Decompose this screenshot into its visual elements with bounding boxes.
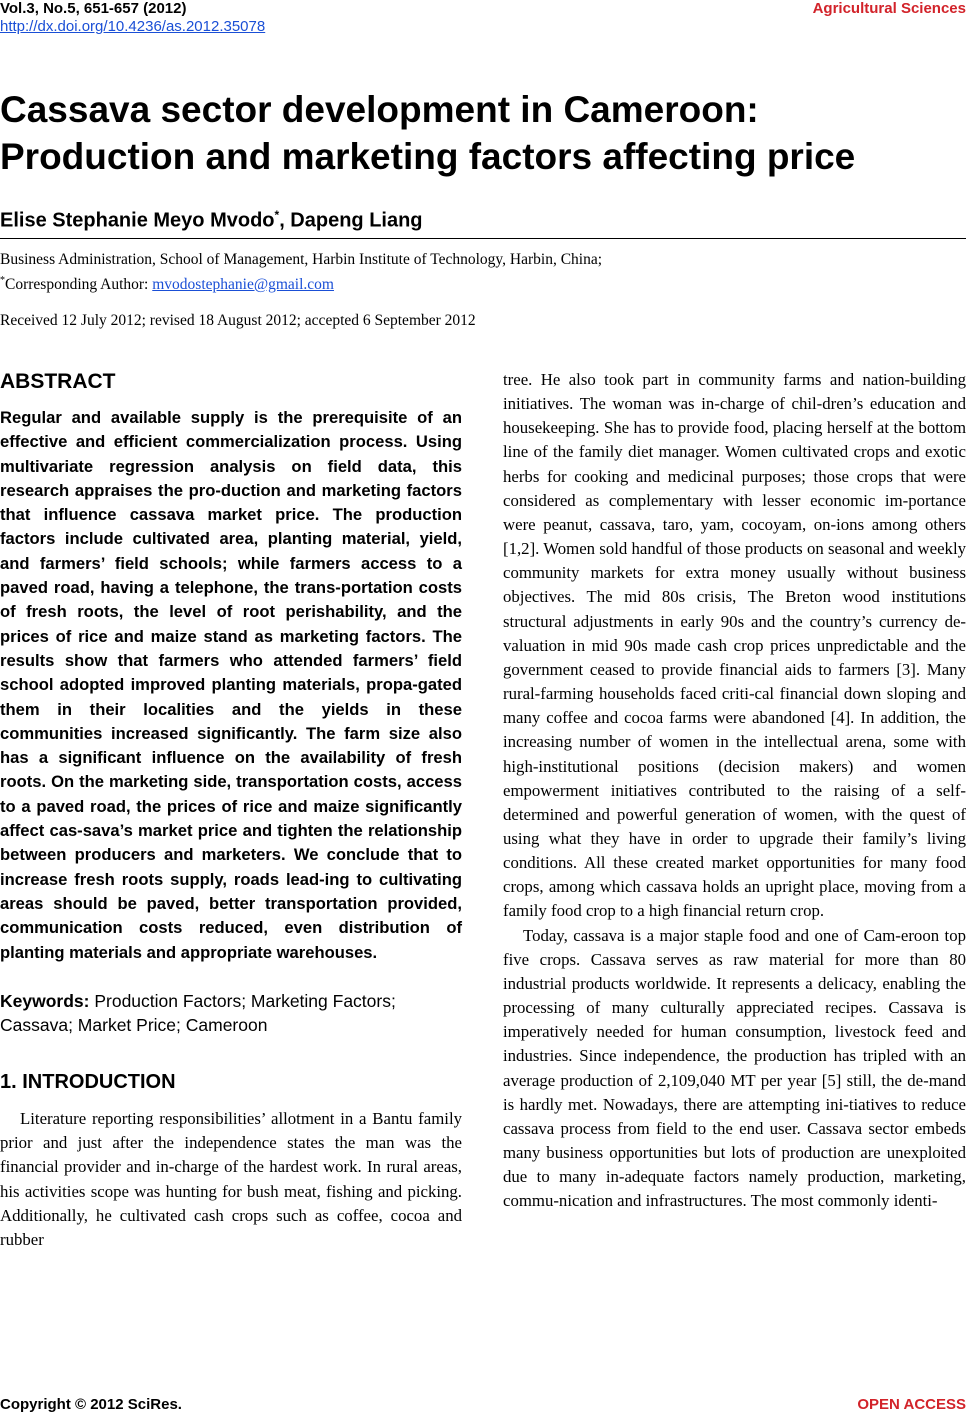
email-link[interactable]: mvodostephanie@gmail.com — [152, 276, 334, 294]
citation-text: Vol.3, No.5, 651-657 (2012) — [0, 0, 187, 17]
copyright: Copyright © 2012 SciRes. — [0, 1396, 182, 1413]
paper-title — [0, 86, 966, 180]
affiliation: Business Administration, School of Management, Harbin Institute of Technology, Harbin, China; — [0, 251, 603, 268]
left-column — [0, 368, 462, 1253]
journal-name: Agricultural Sciences — [812, 0, 966, 17]
title-line-1: Cassava sector development in Cameroon: — [0, 89, 759, 130]
right-column — [503, 368, 966, 1213]
author-list — [0, 208, 423, 233]
introduction-paragraph: Literature reporting responsibilities’ allotment in a Bantu family prior and just after the independence states the man was the financial provider and in-charge of the hardest work. In rural areas, his activities scope was hunting for bush meat, fishing and picking. Additionally, he cultivated cash crops such as coffee, cocoa and rubber — [0, 1108, 462, 1250]
author-2: , Dapeng Liang — [279, 209, 423, 232]
title-divider — [0, 238, 966, 239]
keywords-label: Keywords: — [0, 990, 90, 1011]
corresponding-asterisk: * — [0, 275, 5, 286]
right-paragraph-1: tree. He also took part in community farms and nation-building initiatives. The woman was in-charge of chil-dren’s education and housekeeping. She has to provide food, placing herself at the bottom line of the family diet manager. Women cultivated crops and exotic herbs for cooking and medicinal purposes; those crops that were considered as complementary with lesser economic im-portance were peanut, cassava, taro, yam, cocoyam, on-ions among others [1,2]. Women sold handful of those products on seasonal and weekly community markets for extra money usually without business objectives. The mid 80s crisis, The Breton wood institutions structural adjustments in early 90s and the country’s currency de-valuation in mid 90s made cash crop prices unpredictable and the government ceased to provide financial aids to farmers [3]. Many rural-farming households faced criti-cal financial down sloping and many coffee and cocoa farms were abandoned [4]. In addition, the increasing number of women in the intellectual arena, some with high-institutional positions (decision makers) and women empowerment initiatives contributed to the raising of a self-determined and powerful generation of women, with the quest of using what they have in order to upgrade their family’s living conditions. All these created market opportunities for many food crops, among which cassava holds an upright place, moving from a family food crop to a high financial return crop. — [503, 370, 966, 921]
affiliation-block — [0, 249, 602, 295]
corresponding-mark: * — [274, 208, 280, 222]
keywords-text: Production Factors; Marketing Factors; Cassava; Market Price; Cameroon — [0, 990, 396, 1035]
journal-citation-header — [0, 0, 265, 36]
introduction-heading: 1. INTRODUCTION — [0, 1070, 176, 1093]
received-dates: Received 12 July 2012; revised 18 August 2012; accepted 6 September 2012 — [0, 312, 476, 329]
corresponding-label: Corresponding Author: — [5, 276, 153, 294]
abstract-heading: ABSTRACT — [0, 370, 116, 393]
corresponding-author — [0, 270, 602, 295]
right-paragraph-2: Today, cassava is a major staple food and one of Cam-eroon top five crops. Cassava serves as raw material for more than 80 industrial products worldwide. It represents a delicacy, enabling the processing of many culturally appreciated recipes. Cassava is imperatively needed for human consumption, livestock feed and industries. Since independence, the production has tripled with an average production of 2,109,040 MT per year [5] still, the de-mand is hardly met. Nowadays, there are attempting ini-tiatives to reduce cassava process from field to the end user. Cassava sector embeds many business opportunities but lots of production are unexploited due to many in-adequate factors namely production, marketing, commu-nication and infrastructures. The most commonly identi- — [503, 925, 966, 1211]
open-access-label: OPEN ACCESS — [857, 1396, 966, 1413]
author-1: Elise Stephanie Meyo Mvodo — [0, 209, 275, 232]
abstract-text: Regular and available supply is the prerequisite of an effective and efficient commercialization process. Using multivariate regression analysis on field data, this research appraises the pro-duction and marketing factors that influence cassava market price. The production factors include cultivated area, planting material, yield, and farmers’ field schools; while farmers access to a paved road, having a telephone, the trans-portation costs of fresh roots, the level of root perishability, and the prices of rice and maize stand as marketing factors. The results show that farmers who attended farmers’ field school adopted improved planting materials, propa-gated them in their localities and the yields in these communities increased significantly. The farm size also has a significant influence on the availability of fresh roots. On the marketing side, transportation costs, access to a paved road, the prices of rice and maize significantly affect cas-sava’s market price and tighten the relationship between producers and marketers. We conclude that to increase fresh roots supply, roads lead-ing to cultivating areas should be paved, better transportation provided, communication costs reduced, even distribution of planting materials and appropriate warehouses. — [0, 408, 462, 962]
keywords — [0, 989, 462, 1037]
doi-link[interactable]: http://dx.doi.org/10.4236/as.2012.35078 — [0, 18, 266, 35]
title-line-2: Production and marketing factors affecting price — [0, 136, 856, 177]
